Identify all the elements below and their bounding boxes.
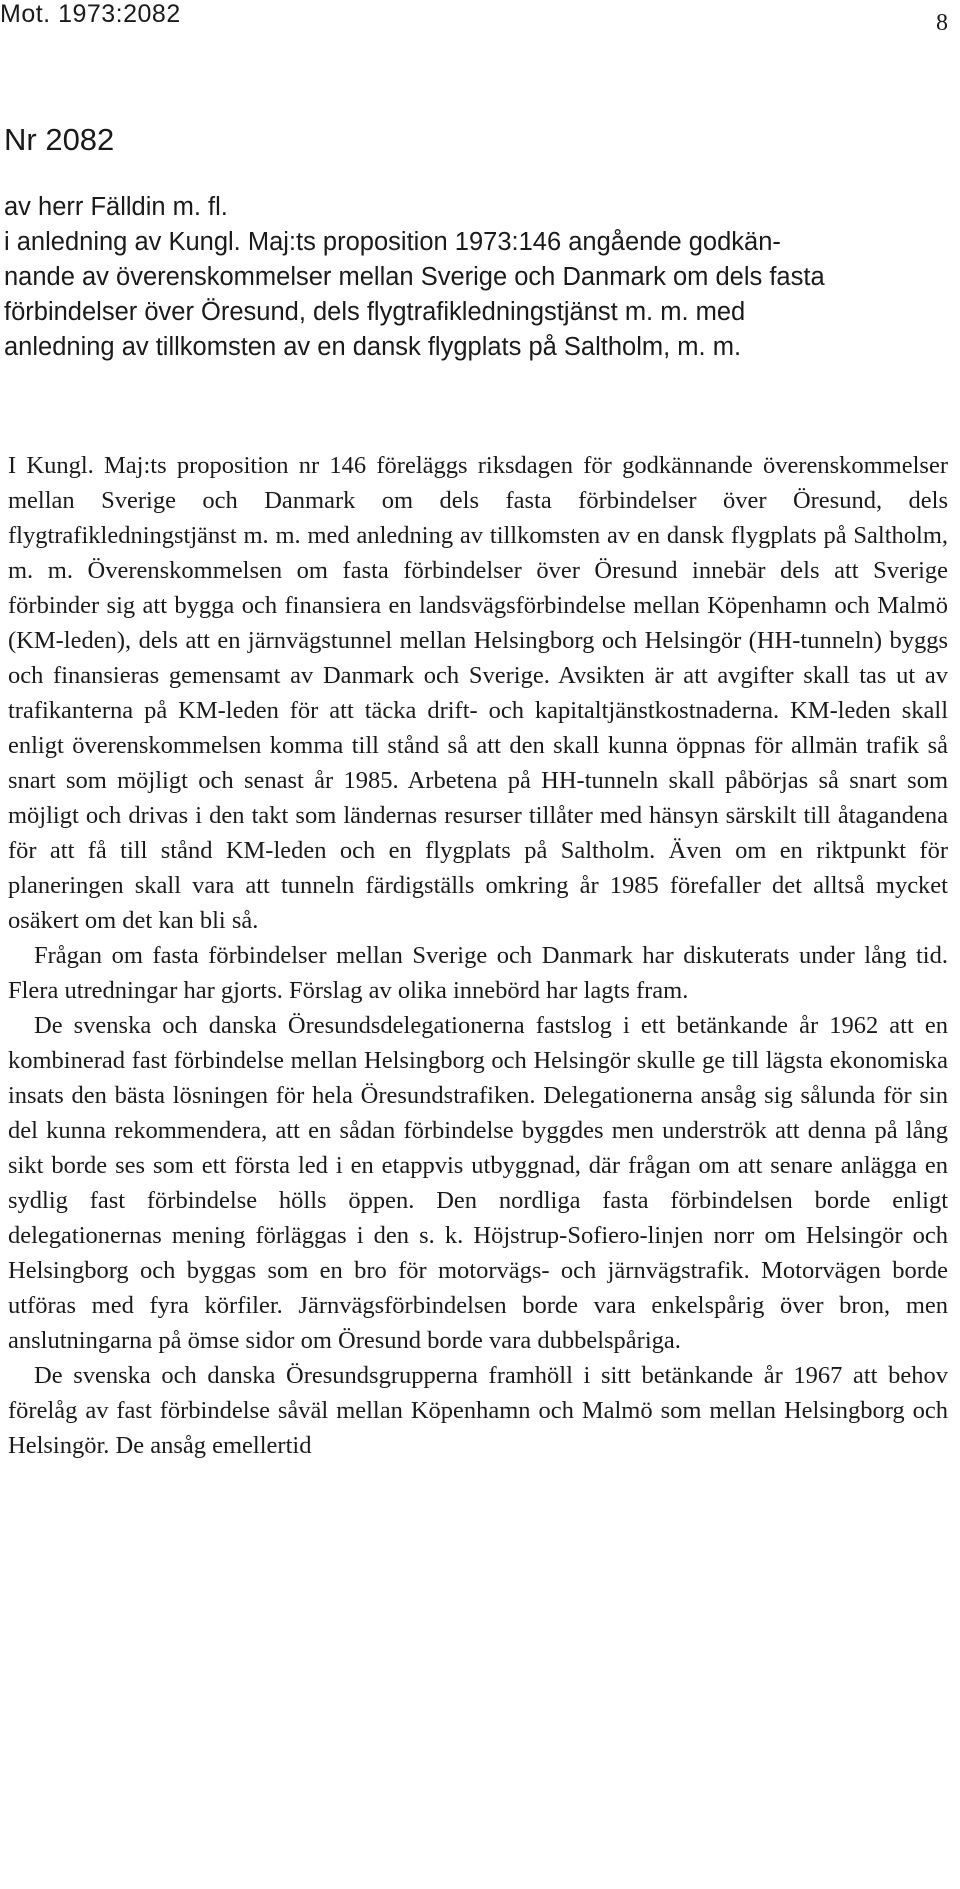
body-paragraph: I Kungl. Maj:ts proposition nr 146 föreläggs riksdagen för godkännande överenskommelser mellan Sverige och Danmark om dels fasta förbindelser över Öresund, dels flygtrafikledningstjänst m. m. med anledning av tillkomsten av en dansk flygplats på Saltholm, m. m. Överenskommelsen om fasta förbindelser över Öresund innebär dels att Sverige förbinder sig att bygga och finansiera en landsvägsförbindelse mellan Köpenhamn och Malmö (KM-leden), dels att en järnvägstunnel mellan Helsingborg och Helsingör (HH-tunneln) byggs och finansieras gemensamt av Danmark och Sverige. Avsikten är att avgifter skall tas ut av trafikanterna på KM-leden för att täcka drift- och kapitaltjänstkostnaderna. KM-leden skall enligt överenskommelsen komma till stånd så att den skall kunna öppnas för allmän trafik så snart som möjligt och senast år 1985. Arbetena på HH-tunneln skall påbörjas så snart som möjligt och drivas i den takt som ländernas resurser tillåter med hänsyn särskilt till åtagandena för att få till stånd KM-leden och en flygplats på Saltholm. Även om en riktpunkt för planeringen skall vara att tunneln färdigställs omkring år 1985 förefaller det alltså mycket osäkert om det kan bli så.: [8, 452, 948, 934]
heading-line: förbindelser över Öresund, dels flygtrafikledningstjänst m. m. med: [4, 298, 746, 326]
heading-line: i anledning av Kungl. Maj:ts proposition 1973:146 angående godkän-: [4, 228, 781, 256]
body-paragraph: De svenska och danska Öresundsgrupperna framhöll i sitt betänkande år 1967 att behov förelåg av fast förbindelse såväl mellan Köpenhamn och Malmö som mellan Helsingborg och Helsingör. De ansåg emellertid: [8, 1362, 948, 1459]
motion-reference: Mot. 1973:2082: [0, 0, 181, 28]
body-paragraph: Frågan om fasta förbindelser mellan Sverige och Danmark har diskuterats under lång tid. Flera utredningar har gjorts. Förslag av olika innebörd har lagts fram.: [8, 942, 948, 1004]
heading-line: av herr Fälldin m. fl.: [4, 193, 228, 221]
motion-heading: [4, 190, 956, 365]
heading-line: nande av överenskommelser mellan Sverige och Danmark om dels fasta: [4, 263, 825, 291]
heading-line: anledning av tillkomsten av en dansk flygplats på Saltholm, m. m.: [4, 333, 742, 361]
body-paragraph: De svenska och danska Öresundsdelegationerna fastslog i ett betänkande år 1962 att en kombinerad fast förbindelse mellan Helsingborg och Helsingör skulle ge till lägsta ekonomiska insats den bästa lösningen för hela Öresundstrafiken. Delegationerna ansåg sig sålunda för sin del kunna rekommendera, att en sådan förbindelse byggdes men underströk att denna på lång sikt borde ses som ett första led i en etappvis utbyggnad, där frågan om att senare anlägga en sydlig fast förbindelse hölls öppen. Den nordliga fasta förbindelsen borde enligt delegationernas mening förläggas i den s. k. Höjstrup-Sofiero-linjen norr om Helsingör och Helsingborg och byggas som en bro för motorvägs- och järnvägstrafik. Motorvägen borde utföras med fyra körfiler. Järnvägsförbindelsen borde vara enkelspårig över bron, men anslutningarna på ömse sidor om Öresund borde vara dubbelspåriga.: [8, 1012, 948, 1354]
motion-number: Nr 2082: [4, 122, 115, 157]
motion-body: [8, 448, 948, 1463]
page-number: 8: [936, 10, 948, 36]
